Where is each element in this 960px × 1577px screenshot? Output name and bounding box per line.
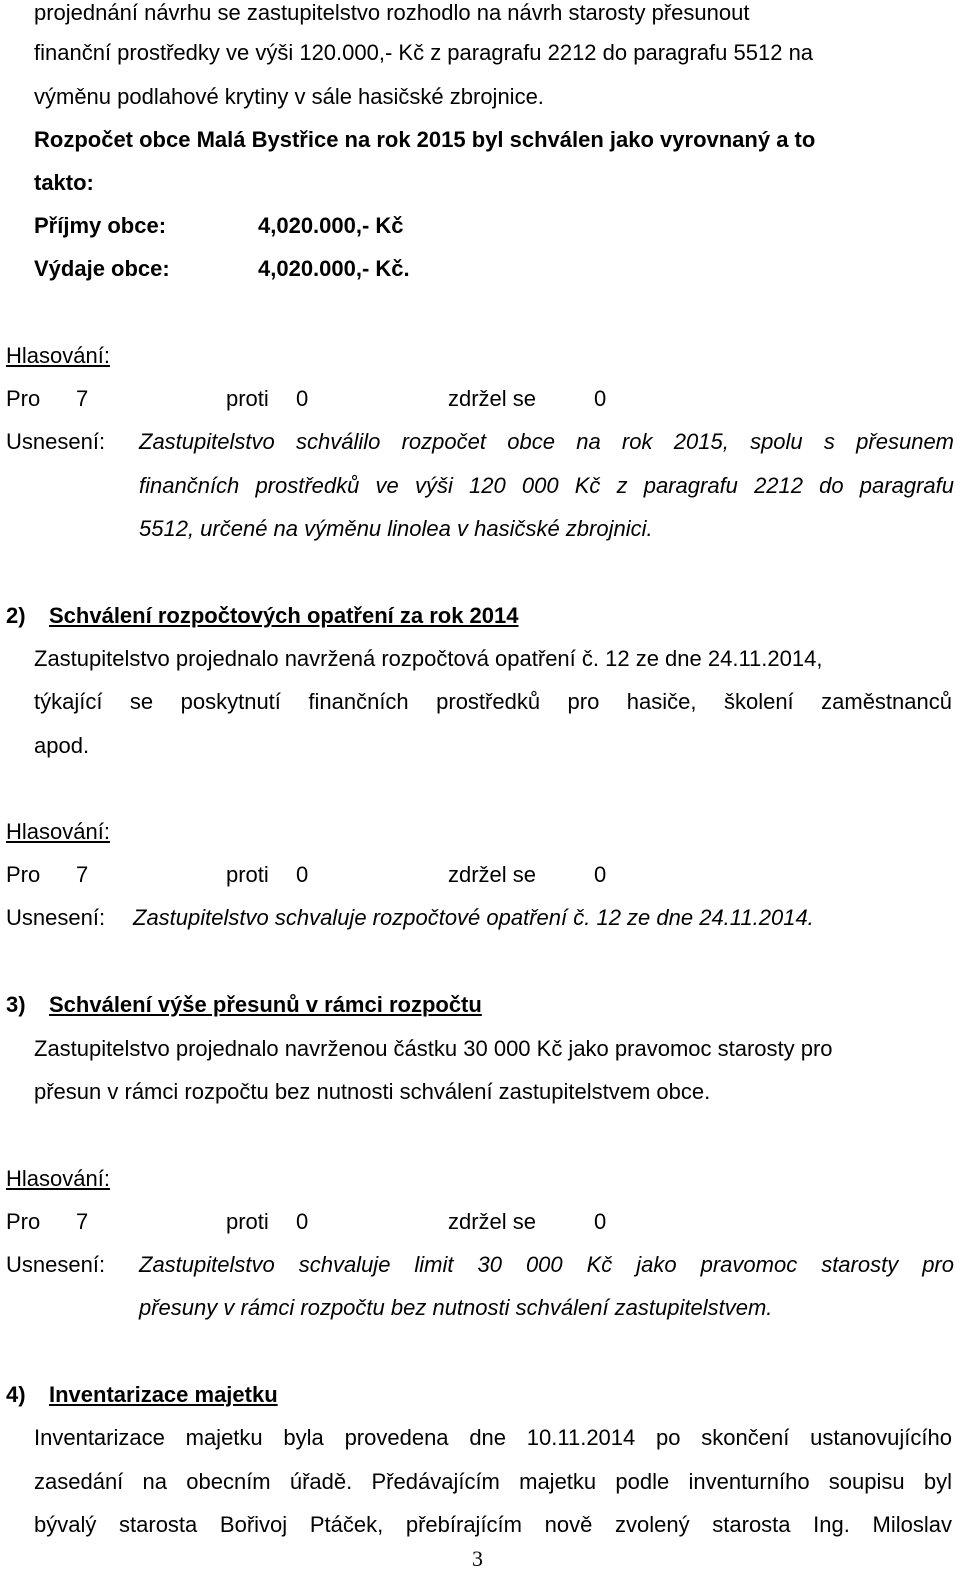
section-3-line-2: přesun v rámci rozpočtu bez nutnosti schválení zastupitelstvem obce. — [34, 1079, 711, 1104]
section-4-number: 4) — [6, 1382, 26, 1407]
budget-line-2: takto: — [34, 170, 94, 195]
proti-label: proti — [226, 386, 269, 411]
resolution-1-line-1: Zastupitelstvo schválilo rozpočet obce na rok 2015, spolu s přesunem — [139, 429, 954, 454]
expense-value: 4,020.000,- Kč. — [258, 256, 410, 281]
vote-heading-1: Hlasování: — [6, 343, 110, 368]
section-3-line-1: Zastupitelstvo projednalo navrženou částku 30 000 Kč jako pravomoc starosty pro — [34, 1036, 833, 1061]
section-2-number: 2) — [6, 603, 26, 628]
section-2-line-3: apod. — [34, 733, 90, 758]
section-2-title: Schválení rozpočtových opatření za rok 2014 — [49, 603, 519, 628]
income-label: Příjmy obce: — [34, 213, 167, 238]
proti-label: proti — [226, 862, 269, 887]
resolution-2-line-1: Zastupitelstvo schvaluje rozpočtové opatření č. 12 ze dne 24.11.2014. — [133, 905, 814, 930]
intro-line-2: finanční prostředky ve výši 120.000,- Kč z paragrafu 2212 do paragrafu 5512 na — [34, 40, 814, 65]
zdrzel-count: 0 — [594, 386, 607, 411]
proti-label: proti — [226, 1209, 269, 1234]
pro-count: 7 — [76, 1209, 89, 1234]
resolution-1-line-2: finančních prostředků ve výši 120 000 Kč z paragrafu 2212 do paragrafu — [139, 473, 954, 498]
resolution-label-3: Usnesení: — [6, 1252, 106, 1277]
pro-label: Pro — [6, 386, 41, 411]
section-4-line-3: bývalý starosta Bořivoj Ptáček, přebírajícím nově zvolený starosta Ing. Miloslav — [34, 1512, 952, 1537]
pro-label: Pro — [6, 862, 41, 887]
proti-count: 0 — [296, 386, 309, 411]
budget-line-1: Rozpočet obce Malá Bystřice na rok 2015 byl schválen jako vyrovnaný a to — [34, 127, 816, 152]
proti-count: 0 — [296, 862, 309, 887]
resolution-3-line-1: Zastupitelstvo schvaluje limit 30 000 Kč jako pravomoc starosty pro — [139, 1252, 954, 1277]
resolution-3-line-2: přesuny v rámci rozpočtu bez nutnosti schválení zastupitelstvem. — [139, 1295, 773, 1320]
zdrzel-count: 0 — [594, 1209, 607, 1234]
pro-count: 7 — [76, 386, 89, 411]
section-4-title: Inventarizace majetku — [49, 1382, 278, 1407]
pro-count: 7 — [76, 862, 89, 887]
section-2-line-1: Zastupitelstvo projednalo navržená rozpočtová opatření č. 12 ze dne 24.11.2014, — [34, 646, 823, 671]
resolution-1-line-3: 5512, určené na výměnu linolea v hasičské zbrojnici. — [139, 516, 653, 541]
section-4-line-2: zasedání na obecním úřadě. Předávajícím majetku podle inventurního soupisu byl — [34, 1469, 952, 1494]
page-number: 3 — [472, 1546, 483, 1571]
zdrzel-label: zdržel se — [448, 862, 537, 887]
section-2-line-2: týkající se poskytnutí finančních prostředků pro hasiče, školení zaměstnanců — [34, 689, 952, 714]
zdrzel-count: 0 — [594, 862, 607, 887]
section-3-title: Schválení výše přesunů v rámci rozpočtu — [49, 992, 482, 1017]
zdrzel-label: zdržel se — [448, 1209, 537, 1234]
intro-line-1: projednání návrhu se zastupitelstvo rozhodlo na návrh starosty přesunout — [34, 0, 750, 25]
resolution-label-2: Usnesení: — [6, 905, 106, 930]
resolution-label-1: Usnesení: — [6, 429, 106, 454]
vote-heading-2: Hlasování: — [6, 819, 110, 844]
income-value: 4,020.000,- Kč — [258, 213, 404, 238]
section-4-line-1: Inventarizace majetku byla provedena dne 10.11.2014 po skončení ustanovujícího — [34, 1425, 952, 1450]
proti-count: 0 — [296, 1209, 309, 1234]
pro-label: Pro — [6, 1209, 41, 1234]
vote-heading-3: Hlasování: — [6, 1166, 110, 1191]
zdrzel-label: zdržel se — [448, 386, 537, 411]
intro-line-3: výměnu podlahové krytiny v sále hasičské zbrojnice. — [34, 84, 544, 109]
expense-label: Výdaje obce: — [34, 256, 170, 281]
section-3-number: 3) — [6, 992, 26, 1017]
